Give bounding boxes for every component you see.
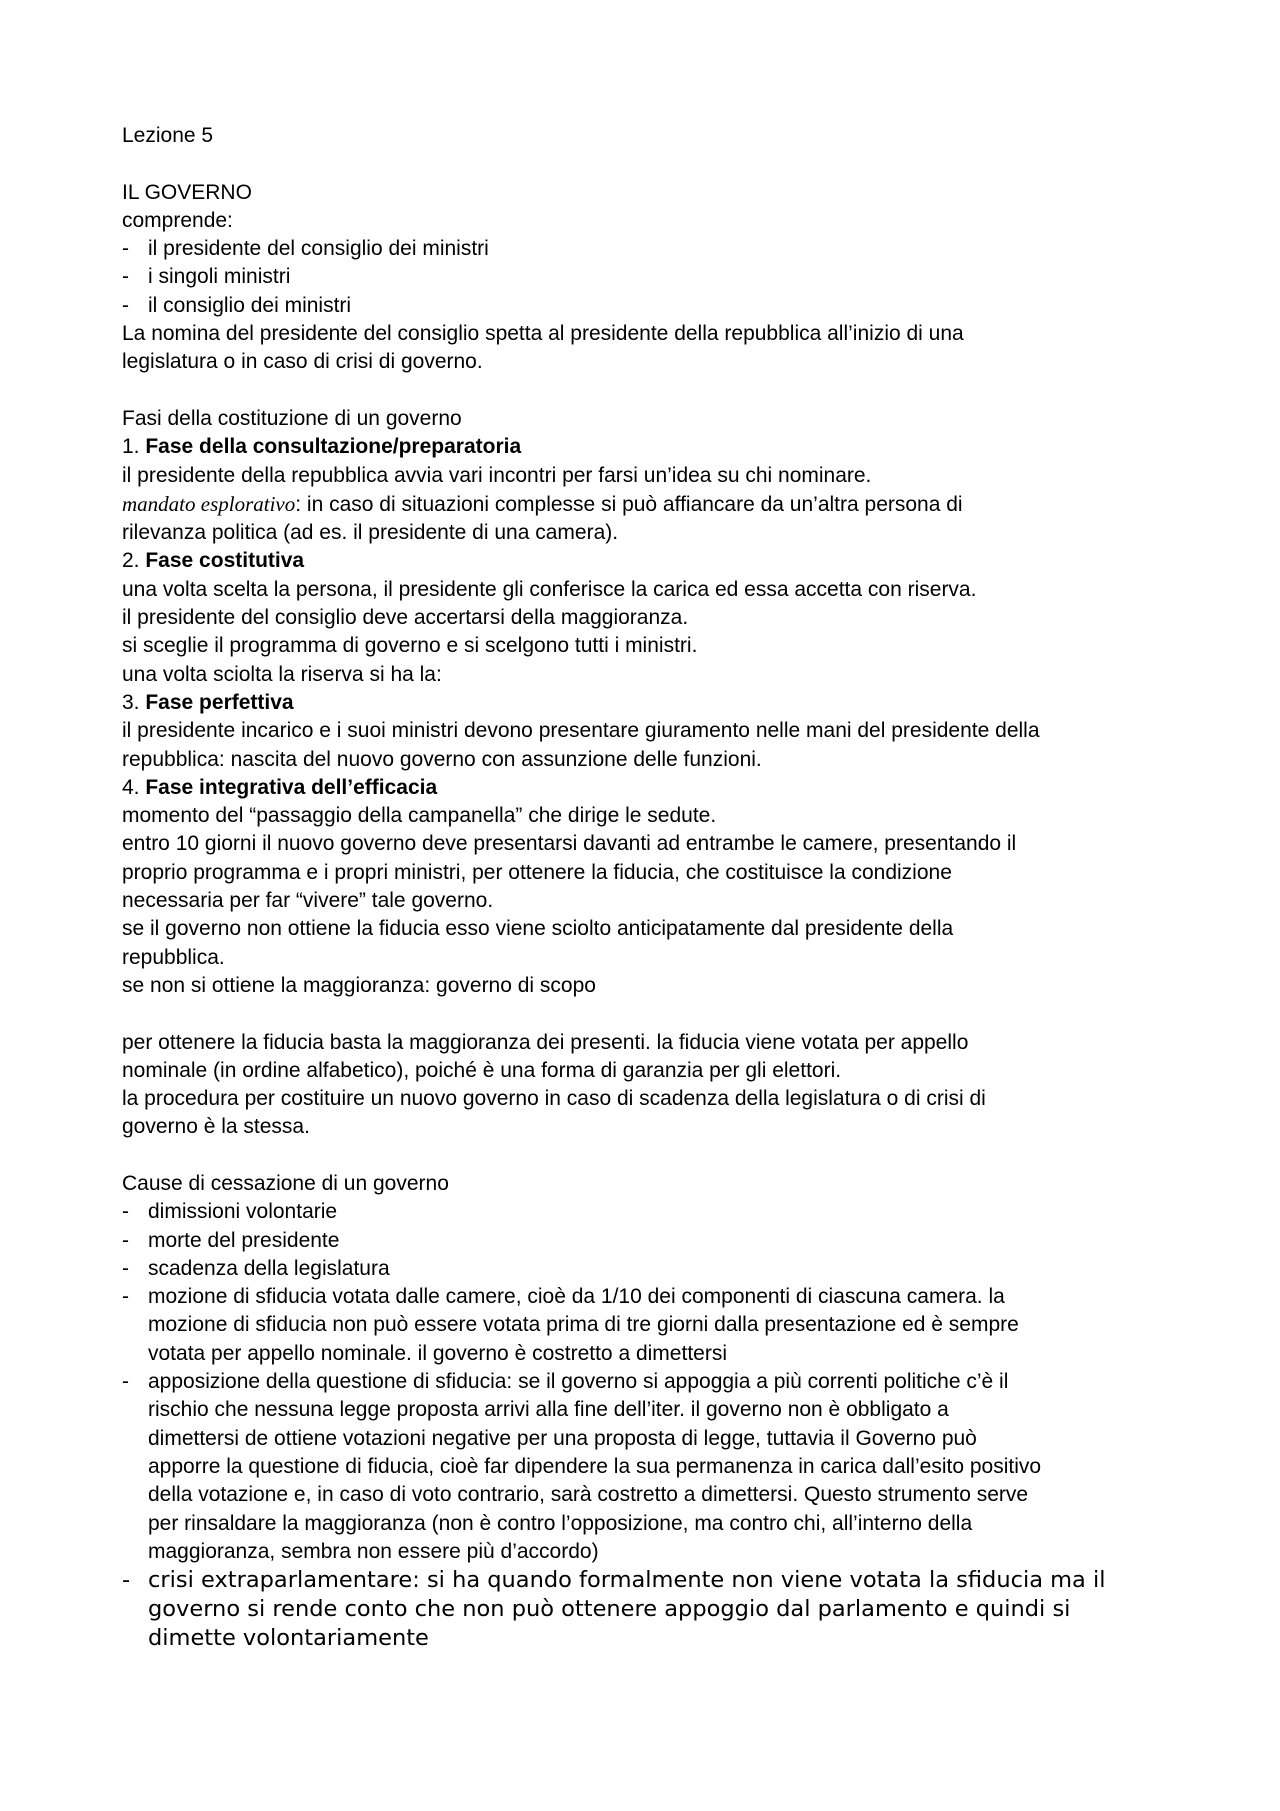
paragraph-line: il presidente della repubblica avvia vari incontri per farsi un’idea su chi nominare. <box>122 463 872 487</box>
list-item: - il presidente del consiglio dei ministri <box>122 237 489 261</box>
paragraph-line: governo è la stessa. <box>122 1115 310 1139</box>
mandato-esplorativo-term: mandato esplorativo <box>122 491 296 516</box>
cessation-title: Cause di cessazione di un governo <box>122 1171 449 1195</box>
phases-title: Fasi della costituzione di un governo <box>122 406 462 430</box>
paragraph-line: se il governo non ottiene la fiducia esso viene sciolto anticipatamente dal presidente della <box>122 917 954 941</box>
lesson-title: Lezione 5 <box>122 124 214 147</box>
paragraph-line: se non si ottiene la maggioranza: governo di scopo <box>122 973 596 997</box>
paragraph-line: repubblica. <box>122 945 225 969</box>
paragraph-line: il presidente incarico e i suoi ministri devono presentare giuramento nelle mani del presidente della <box>122 719 1040 743</box>
paragraph-line: entro 10 giorni il nuovo governo deve presentarsi davanti ad entrambe le camere, presentando il <box>122 832 1017 856</box>
list-item: - crisi extraparlamentare: si ha quando formalmente non viene votata la sfiducia ma il governo si rende conto che non può ottenere appoggio dal parlamento e quindi si dimette volontariamente <box>122 1567 1106 1652</box>
list-item: - dimissioni volontarie <box>122 1200 338 1224</box>
paragraph-line: si sceglie il programma di governo e si scelgono tutti i ministri. <box>122 634 698 658</box>
paragraph-line: rilevanza politica (ad es. il presidente di una camera). <box>122 521 619 545</box>
paragraph-line: necessaria per far “vivere” tale governo. <box>122 889 494 913</box>
list-item: - mozione di sfiducia votata dalle camere, cioè da 1/10 dei componenti di ciascuna camera. la mozione di sfiducia non può essere votata prima di tre giorni dalla presentazione ed è sempre votata per appello nominale. il governo è costretto a dimettersi <box>122 1285 1019 1365</box>
phase-2-heading: 2. Fase costitutiva <box>122 549 305 573</box>
paragraph-line: il presidente del consiglio deve accertarsi della maggioranza. <box>122 606 689 630</box>
phase-4-heading: 4. Fase integrativa dell’efficacia <box>122 775 438 799</box>
phase-3-heading: 3. Fase perfettiva <box>122 690 294 714</box>
paragraph-line: la procedura per costituire un nuovo governo in caso di scadenza della legislatura o di crisi di <box>122 1087 986 1111</box>
phase-1-heading: 1. Fase della consultazione/preparatoria <box>122 435 522 459</box>
document-page <box>122 122 1182 1653</box>
paragraph-line: momento del “passaggio della campanella” che dirige le sedute. <box>122 804 717 828</box>
section-intro: comprende: <box>122 208 233 232</box>
list-item: - scadenza della legislatura <box>122 1256 390 1280</box>
paragraph-line: mandato esplorativo: in caso di situazioni complesse si può affiancare da un’altra persona di <box>122 491 963 516</box>
paragraph-line: legislatura o in caso di crisi di governo. <box>122 350 483 374</box>
paragraph-line: per ottenere la fiducia basta la maggioranza dei presenti. la fiducia viene votata per appello <box>122 1030 969 1054</box>
list-item: - i singoli ministri <box>122 265 291 289</box>
paragraph-line: La nomina del presidente del consiglio spetta al presidente della repubblica all’inizio di una <box>122 322 964 346</box>
paragraph-line: una volta sciolta la riserva si ha la: <box>122 662 442 686</box>
paragraph-line: proprio programma e i propri ministri, per ottenere la fiducia, che costituisce la condizione <box>122 860 952 884</box>
list-item: - apposizione della questione di sfiducia: se il governo si appoggia a più correnti politiche c’è il rischio che nessuna legge proposta arrivi alla fine dell’iter. il governo non è obbligato a dimettersi de ottiene votazioni negative per una proposta di legge, tuttavia il Governo può apporre la questione di fiducia, cioè far dipendere la sua permanenza in carica dall’esito positivo della votazione e, in caso di voto contrario, sarà costretto a dimettersi. Questo strumento serve per rinsaldare la maggioranza (non è contro l’opposizione, ma contro chi, all’interno della maggioranza, sembra non essere più d’accordo) <box>122 1370 1042 1563</box>
list-item: - il consiglio dei ministri <box>122 293 352 317</box>
section-title-governo: IL GOVERNO <box>122 180 252 204</box>
paragraph-line: una volta scelta la persona, il presidente gli conferisce la carica ed essa accetta con riserva. <box>122 577 977 601</box>
paragraph-line: repubblica: nascita del nuovo governo con assunzione delle funzioni. <box>122 747 762 771</box>
paragraph-line: nominale (in ordine alfabetico), poiché è una forma di garanzia per gli elettori. <box>122 1058 842 1082</box>
list-item: - morte del presidente <box>122 1228 340 1252</box>
